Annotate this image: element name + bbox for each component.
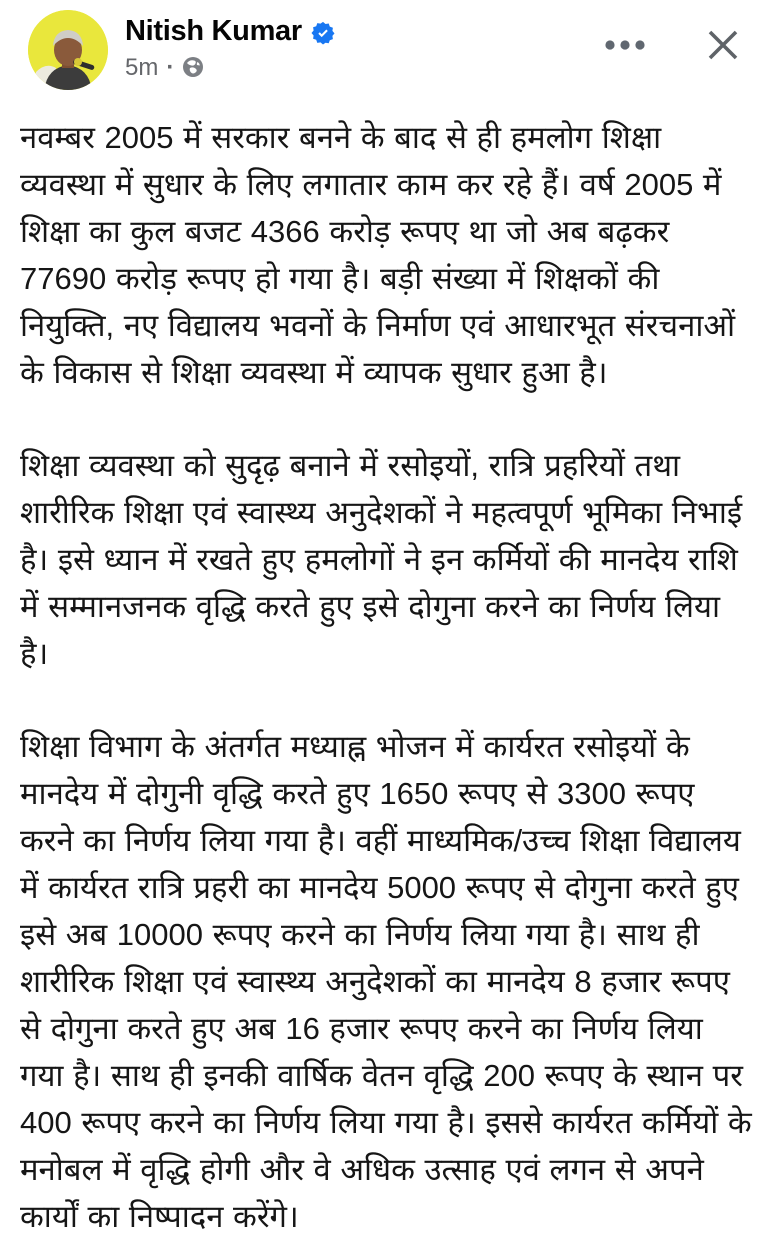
avatar[interactable] bbox=[28, 10, 108, 90]
more-options-button[interactable] bbox=[600, 35, 650, 55]
meta-separator: · bbox=[166, 53, 175, 81]
post-paragraph-1: नवम्बर 2005 में सरकार बनने के बाद से ही हमलोग शिक्षा व्यवस्था में सुधार के लिए लगातार काम कर रहे हैं। वर्ष 2005 में शिक्षा का कुल बजट 4366 करोड़ रूपए था जो अब बढ़कर 77690 करोड़ रूपए हो गया है। बड़ी संख्या में शिक्षकों की नियुक्ति, नए विद्यालय भवनों के निर्माण एवं आधारभूत संरचनाओं के विकास से शिक्षा व्यवस्था में व्यापक सुधार हुआ है। bbox=[20, 120, 736, 390]
post-paragraph-2: शिक्षा व्यवस्था को सुदृढ़ बनाने में रसोइयों, रात्रि प्रहरियों तथा शारीरिक शिक्षा एवं स्वास्थ्य अनुदेशकों ने महत्वपूर्ण भूमिका निभाई है। इसे ध्यान में रखते हुए हमलोगों ने इन कर्मियों की मानदेय राशि में सम्मानजनक वृद्धि करते हुए इसे दोगुना करने का निर्णय लिया है। bbox=[20, 448, 743, 671]
author-name-link[interactable]: Nitish Kumar bbox=[125, 15, 302, 47]
verified-badge-icon bbox=[311, 21, 335, 45]
profile-photo-icon bbox=[28, 10, 108, 90]
timestamp[interactable]: 5m bbox=[125, 53, 159, 81]
header-info bbox=[125, 10, 335, 80]
post-header bbox=[0, 0, 772, 104]
post-meta bbox=[125, 53, 335, 81]
close-x-icon bbox=[704, 26, 742, 64]
globe-public-icon bbox=[182, 56, 204, 78]
header-actions bbox=[600, 10, 748, 68]
close-button[interactable] bbox=[700, 22, 746, 68]
post-paragraph-3: शिक्षा विभाग के अंतर्गत मध्याह्न भोजन में कार्यरत रसोइयों के मानदेय में दोगुनी वृद्धि करते हुए 1650 रूपए से 3300 रूपए करने का निर्णय लिया गया है। वहीं माध्यमिक/उच्च शिक्षा विद्यालय में कार्यरत रात्रि प्रहरी का मानदेय 5000 रूपए से दोगुना करते हुए इसे अब 10000 रूपए करने का निर्णय लिया गया है। साथ ही शारीरिक शिक्षा एवं स्वास्थ्य अनुदेशकों का मानदेय 8 हजार रूपए से दोगुना करते हुए अब 16 हजार रूपए करने का निर्णय लिया गया है। साथ ही इनकी वार्षिक वेतन वृद्धि 200 रूपए के स्थान पर 400 रूपए करने का निर्णय लिया गया है। इससे कार्यरत कर्मियों के मनोबल में वृद्धि होगी और वे अधिक उत्साह एवं लगन से अपने कार्यों का निष्पादन करेंगे। bbox=[20, 729, 752, 1234]
name-row bbox=[125, 16, 335, 48]
ellipsis-menu-icon bbox=[604, 39, 646, 51]
post-body bbox=[0, 104, 772, 1240]
